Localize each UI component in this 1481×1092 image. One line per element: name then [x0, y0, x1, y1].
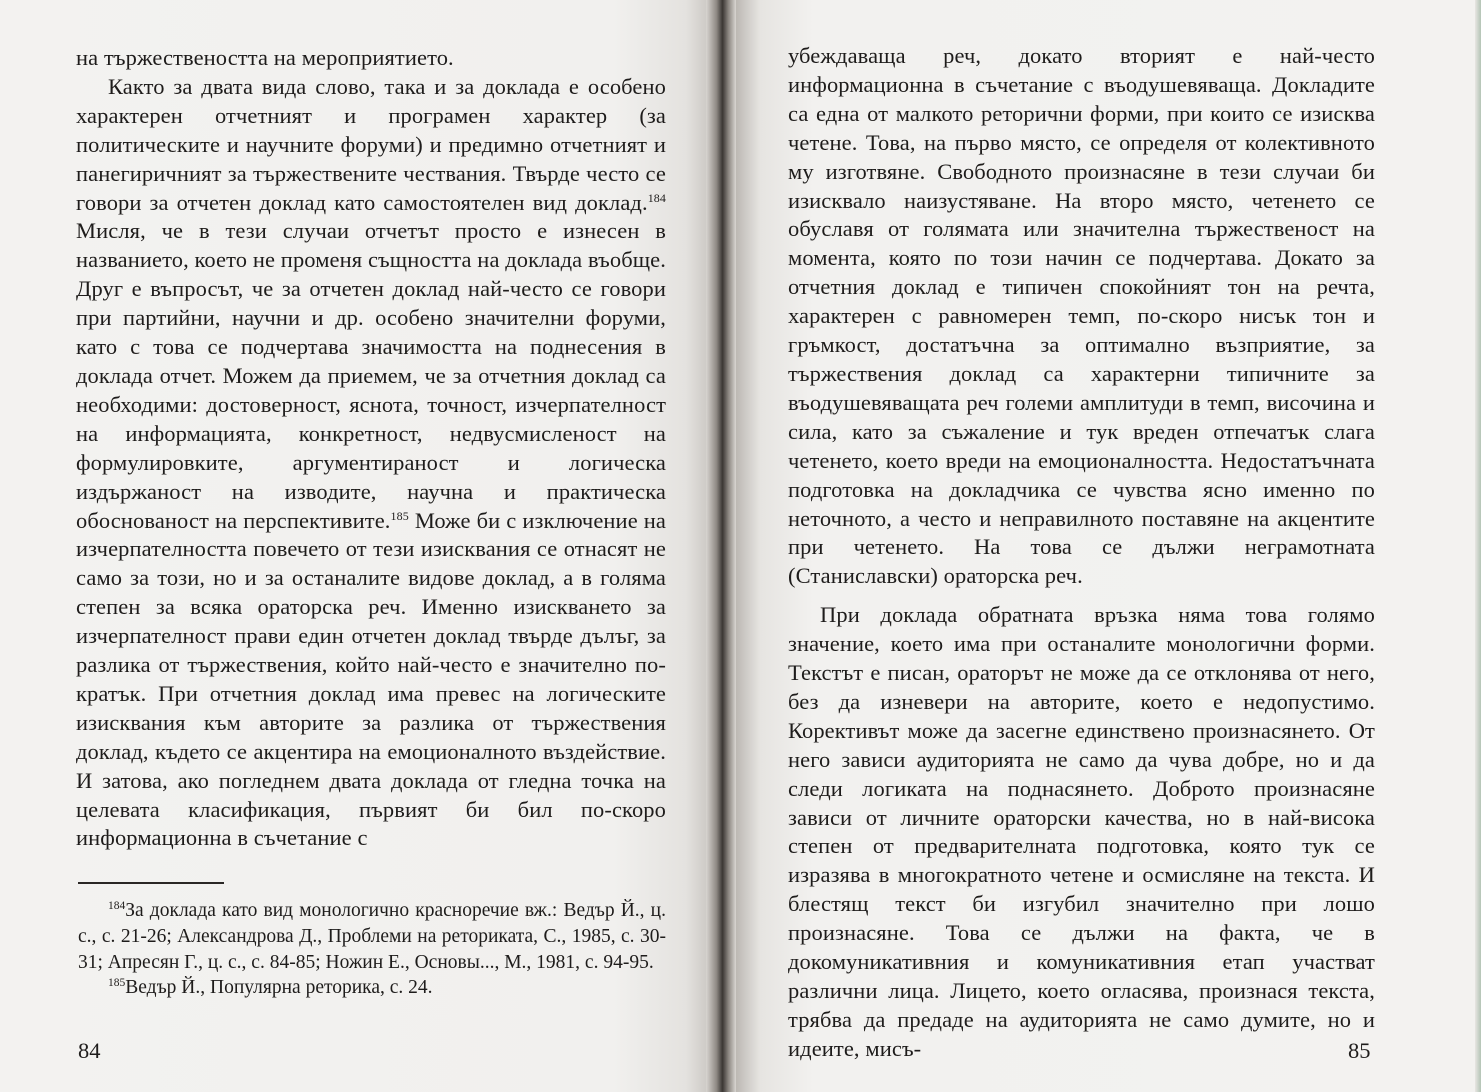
paragraph: При доклада обратната връзка няма това голямо значение, което има при останалите монологични форми. Текстът е писан, ораторът не може да се отклонява от него, без да изневери на авторите, което е недопустимо. Корективът може да засегне единствено произнасянето. От него зависи аудиторията не само да чува добре, но и да следи логиката на поднасянето. Доброто произнасяне зависи от личните ораторски качества, но в най-висока степен от предварителната подготовка, която тук се изразява в многократното четене и осмисляне на текста. И блестящ текст би изгубил значително при лошо произнасяне. Това се дължи на факта, че в докомуникативния и комуникативния етап участват различни лица. Лицето, което огласява, произнася текста, трябва да предаде на аудиторията не само думите, но и идеите, мисъ- — [788, 602, 1375, 1061]
footnote-separator — [78, 882, 224, 884]
paragraph — [76, 73, 666, 853]
footnote-mark: 184 — [108, 900, 126, 912]
left-page — [0, 0, 722, 1092]
paragraph-text-part: Може би с изключение на изчерпателността повечето от тези изисквания се отнасят не само за този, но и за останалите видове доклад, а в голяма степен за всяка ораторска реч. Именно изискването за изчерпателност прави един отчетен доклад твърде дълъг, за разлика от тържествения, който най-често е значително по-кратък. При отчетния доклад има превес на логическите изисквания към авторите за разлика от тържествения доклад, където се акцентира на емоционалното въздействие. И затова, ако погледнем двата доклада от гледна точка на целевата класификация, първият би бил по-скоро информационна в съчетание с — [76, 507, 667, 851]
left-page-body — [76, 44, 666, 853]
paragraph-text-part: Мисля, че в тези случаи отчетът просто е изнесен в названието, което не променя същността на доклада въобще. Друг е въпросът, че за отчетен доклад най-често се говори при партийни, научни и др. особено значителни форуми, като с това се подчертава значимостта на поднесения в доклада отчет. Можем да приемем, че за отчетния доклад са необходими: достоверност, яснота, точност, изчерпателност на информацията, конкретност, недвусмисленост на формулировките, аргументираност и логическа издържаност на изводите, научна и практическа обоснованост на перспективите. — [76, 218, 666, 533]
footnote — [78, 898, 666, 975]
paragraph: убеждаваща реч, докато вторият е най-често информационна в съчетание с въодушевяваща. Докладите са една от малкото реторични форми, при които се изисква четене. Това, на първо място, се определя от колективното му изготвяне. Свободното произнасяне в тези случаи би изисквало наизустяване. На второ място, четенето се обуславя от голямата или значителна тържественост на момента, която по този начин се подчертава. Докато за отчетния доклад е типичен спокойният тон на речта, характерен с равномерен темп, по-скоро нисък тон и гръмкост, достатъчна за оптимално възприятие, за тържествения доклад са характерни типичните за въодушевяващата реч големи амплитуди в темп, височина и сила, като за съжаление и тук вреден отпечатък слага четенето, което вреди на емоционалността. Недостатъчната подготовка на докладчика се чувства ясно именно по неточното, а често и неправилното поставяне на акцентите при четенето. На това се дължи неграмотната (Станиславски) ораторска реч. — [788, 43, 1375, 589]
page-number: 85 — [1348, 1038, 1371, 1063]
footnotes — [78, 898, 666, 1001]
footnote — [78, 975, 666, 1001]
footnote-text: Ведър Й., Популярна реторика, с. 24. — [125, 977, 433, 999]
footnote-ref: 184 — [647, 190, 666, 205]
right-page — [722, 0, 1481, 1092]
page-number: 84 — [78, 1038, 101, 1063]
paragraph-text-part: Както за двата вида слово, така и за доклада е особено характерен отчетният и програмен характер (за политическите и научните форуми) и предимно отчетният и панегиричният за тържествените чествания. Твърде често се говори за отчетен доклад като самостоятелен вид доклад. — [76, 73, 666, 215]
footnote-text: За доклада като вид монологично красноречие вж.: Ведър Й., ц. с., с. 21-26; Александрова Д., Проблеми на реториката, С., 1985, с. 30-31; Апресян Г., ц. с., с. 84-85; Ножин Е., Основы..., М., 1981, с. 94-95. — [78, 900, 666, 973]
paragraph: на тържествеността на мероприятието. — [76, 45, 454, 70]
right-page-body — [788, 42, 1375, 1064]
book-gutter — [706, 0, 736, 1092]
footnote-mark: 185 — [108, 977, 126, 990]
footnote-ref: 185 — [390, 508, 409, 523]
page-edge — [1475, 0, 1481, 1092]
